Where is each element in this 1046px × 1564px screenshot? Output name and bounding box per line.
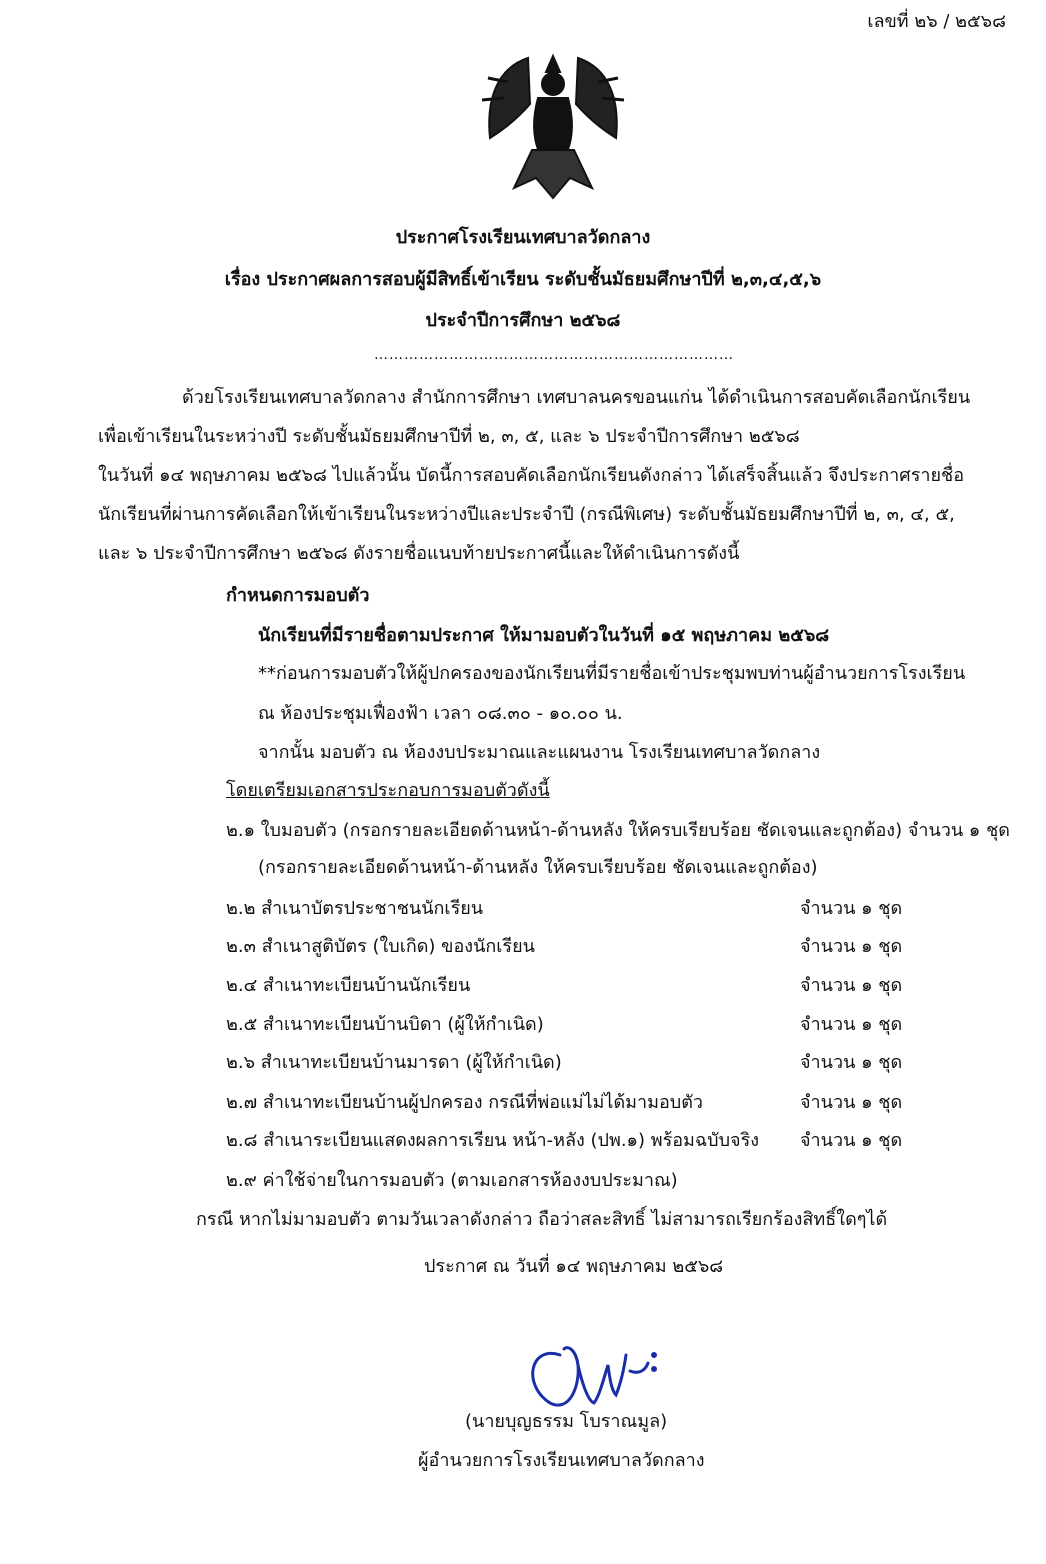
reporting-heading: กำหนดการมอบตัว: [226, 585, 370, 606]
academic-year-line: ประจำปีการศึกษา ๒๕๖๘: [425, 310, 621, 331]
body-line-5: และ ๖ ประจำปีการศึกษา ๒๕๖๘ ดังรายชื่อแนบท้ายประกาศนี้และให้ดำเนินการดังนี้: [98, 543, 740, 564]
document-item-6: ๒.๖ สำเนาทะเบียนบ้านมารดา (ผู้ให้กำเนิด): [226, 1052, 562, 1073]
body-line-2: เพื่อเข้าเรียนในระหว่างปี ระดับชั้นมัธยมศึกษาปีที่ ๒, ๓, ๕, และ ๖ ประจำปีการศึกษา ๒๕๖๘: [98, 426, 800, 447]
document-item-6-qty: จำนวน ๑ ชุด: [800, 1052, 903, 1073]
body-line-4: นักเรียนที่ผ่านการคัดเลือกให้เข้าเรียนในระหว่างปีและประจำปี (กรณีพิเศษ) ระดับชั้นมัธยมศึกษาปีที่ ๒, ๓, ๔, ๕,: [98, 504, 955, 525]
reporting-note-2: ณ ห้องประชุมเฟื่องฟ้า เวลา ๐๘.๓๐ - ๑๐.๐๐ น.: [258, 703, 623, 724]
document-item-5: ๒.๕ สำเนาทะเบียนบ้านบิดา (ผู้ให้กำเนิด): [226, 1014, 544, 1035]
document-item-1: ๒.๑ ใบมอบตัว (กรอกรายละเอียดด้านหน้า-ด้านหลัง ให้ครบเรียบร้อย ชัดเจนและถูกต้อง) จำนวน ๑ ชุด: [226, 820, 1010, 841]
document-item-9: ๒.๙ ค่าใช้จ่ายในการมอบตัว (ตามเอกสารห้องงบประมาณ): [226, 1170, 678, 1191]
body-line-3: ในวันที่ ๑๔ พฤษภาคม ๒๕๖๘ ไปแล้วนั้น บัดนี้การสอบคัดเลือกนักเรียนดังกล่าว ได้เสร็จสิ้นแล้ว จึงประกาศรายชื่อ: [98, 465, 965, 486]
document-item-4: ๒.๔ สำเนาทะเบียนบ้านนักเรียน: [226, 975, 471, 996]
separator-dots: ………………………………………………………………: [374, 347, 734, 363]
signature-icon: [520, 1325, 670, 1415]
document-item-3-qty: จำนวน ๑ ชุด: [800, 936, 903, 957]
document-item-4-qty: จำนวน ๑ ชุด: [800, 975, 903, 996]
document-item-2-qty: จำนวน ๑ ชุด: [800, 898, 903, 919]
signer-name: (นายบุญธรรม โบราณมูล): [465, 1411, 668, 1432]
document-item-8-qty: จำนวน ๑ ชุด: [800, 1130, 903, 1151]
announcement-date: ประกาศ ณ วันที่ ๑๔ พฤษภาคม ๒๕๖๘: [424, 1256, 724, 1277]
garuda-emblem-icon: [468, 38, 638, 208]
document-item-7-qty: จำนวน ๑ ชุด: [800, 1092, 903, 1113]
reporting-note-3: จากนั้น มอบตัว ณ ห้องงบประมาณและแผนงาน โรงเรียนเทศบาลวัดกลาง: [258, 742, 821, 763]
signer-title: ผู้อำนวยการโรงเรียนเทศบาลวัดกลาง: [418, 1450, 705, 1471]
forfeit-warning: กรณี หากไม่มามอบตัว ตามวันเวลาดังกล่าว ถือว่าสละสิทธิ์ ไม่สามารถเรียกร้องสิทธิ์ใดๆได้: [196, 1209, 888, 1230]
document-number: เลขที่ ๒๖ / ๒๕๖๘: [867, 11, 1006, 32]
document-item-2: ๒.๒ สำเนาบัตรประชาชนนักเรียน: [226, 898, 484, 919]
documents-heading: โดยเตรียมเอกสารประกอบการมอบตัวดังนี้: [226, 780, 550, 801]
subject-line: เรื่อง ประกาศผลการสอบผู้มีสิทธิ์เข้าเรียน ระดับชั้นมัธยมศึกษาปีที่ ๒,๓,๔,๕,๖: [224, 269, 822, 290]
document-item-5-qty: จำนวน ๑ ชุด: [800, 1014, 903, 1035]
document-item-1-note: (กรอกรายละเอียดด้านหน้า-ด้านหลัง ให้ครบเรียบร้อย ชัดเจนและถูกต้อง): [258, 857, 818, 878]
document-item-7: ๒.๗ สำเนาทะเบียนบ้านผู้ปกครอง กรณีที่พ่อแม่ไม่ได้มามอบตัว: [226, 1092, 704, 1113]
body-line-1: ด้วยโรงเรียนเทศบาลวัดกลาง สำนักการศึกษา เทศบาลนครขอนแก่น ได้ดำเนินการสอบคัดเลือกนักเรียน: [182, 387, 971, 408]
reporting-date: นักเรียนที่มีรายชื่อตามประกาศ ให้มามอบตัวในวันที่ ๑๕ พฤษภาคม ๒๕๖๘: [258, 625, 830, 646]
document-item-8: ๒.๘ สำเนาระเบียนแสดงผลการเรียน หน้า-หลัง (ปพ.๑) พร้อมฉบับจริง: [226, 1130, 760, 1151]
document-item-3: ๒.๓ สำเนาสูติบัตร (ใบเกิด) ของนักเรียน: [226, 936, 535, 957]
reporting-note-1: **ก่อนการมอบตัวให้ผู้ปกครองของนักเรียนที่มีรายชื่อเข้าประชุมพบท่านผู้อำนวยการโรงเรียน: [258, 663, 966, 684]
org-title: ประกาศโรงเรียนเทศบาลวัดกลาง: [395, 227, 651, 248]
body-paragraph: [98, 378, 1013, 573]
